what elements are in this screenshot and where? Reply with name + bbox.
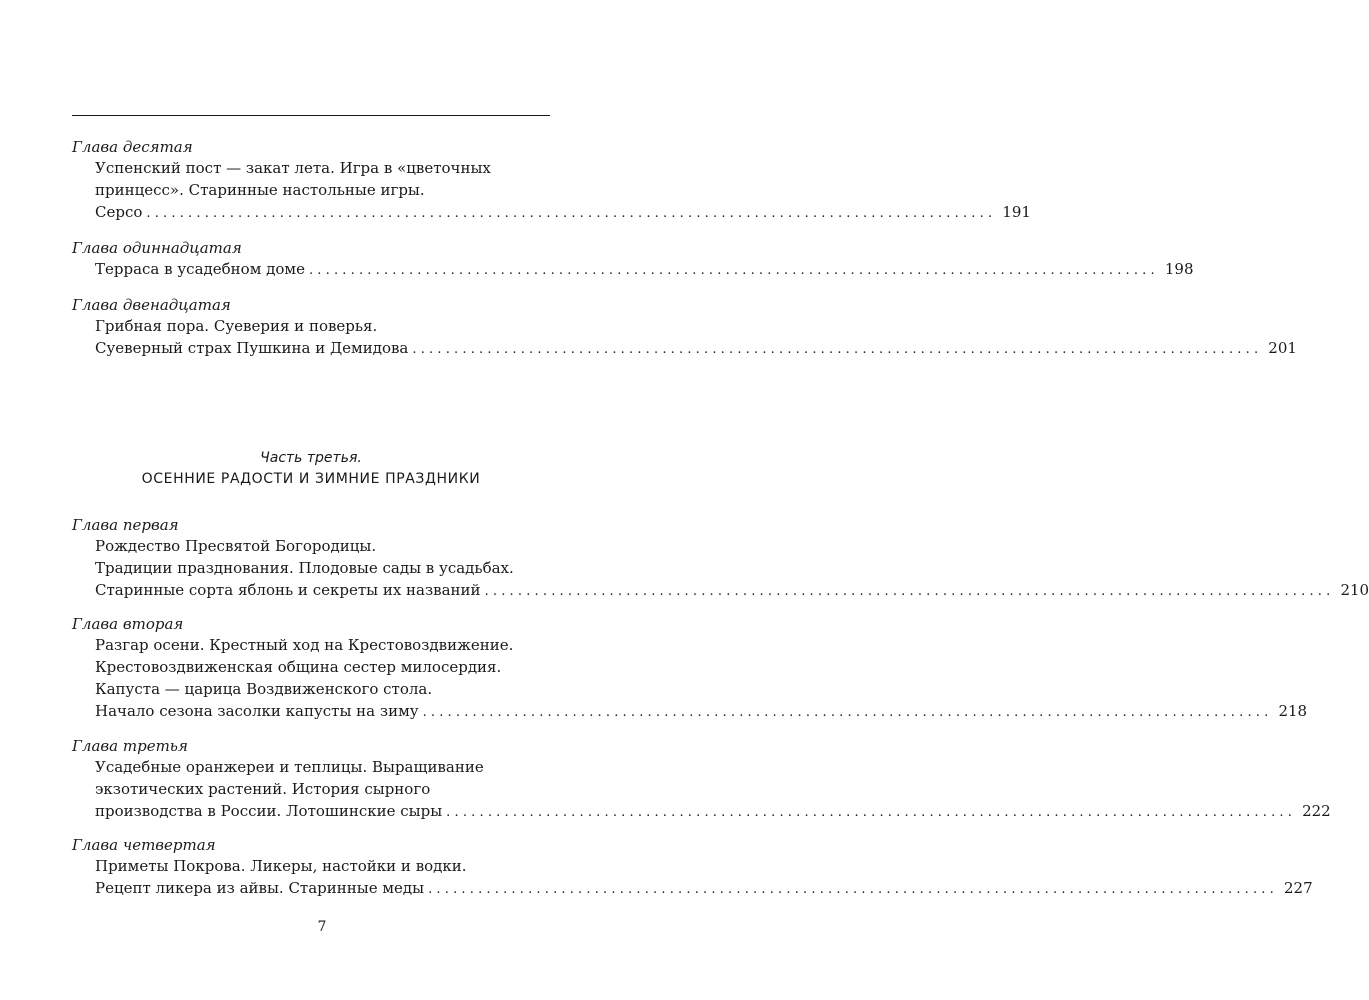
chapter-line: Начало сезона засолки капусты на зиму — [95, 700, 423, 722]
dot-leader: ...................................................................................................... — [484, 584, 1335, 599]
dot-leader: ...................................................................................................... — [422, 705, 1273, 720]
dot-leader: ...................................................................................................... — [146, 206, 997, 221]
page-ref: 191 — [996, 201, 1031, 223]
toc-entry[interactable] — [95, 258, 1194, 280]
toc-chapter-4 — [72, 835, 1313, 899]
chapter-line: Грибная пора. Суеверия и поверья. — [95, 317, 378, 335]
chapter-title: Глава первая — [72, 516, 179, 534]
page-ref: 198 — [1159, 258, 1194, 280]
toc-chapter-2 — [72, 614, 1308, 722]
toc-chapter-12 — [72, 295, 1297, 359]
toc-chapter-11 — [72, 238, 1194, 280]
toc-chapter-1 — [72, 515, 1369, 601]
chapter-line: Терраса в усадебном доме — [95, 258, 309, 280]
toc-entry[interactable] — [95, 800, 1331, 822]
chapter-line: Рецепт ликера из айвы. Старинные меды — [95, 877, 428, 899]
toc-entry[interactable] — [95, 700, 1308, 722]
chapter-line: Капуста — царица Воздвиженского стола. — [95, 680, 433, 698]
chapter-line: Успенский пост — закат лета. Игра в «цветочных — [95, 159, 491, 177]
chapter-line: Разгар осени. Крестный ход на Крестовоздвижение. — [95, 636, 514, 654]
chapter-title: Глава вторая — [72, 615, 184, 633]
part-label: Часть третья. — [260, 450, 362, 466]
page-ref: 210 — [1334, 579, 1369, 601]
toc-chapter-3 — [72, 736, 1331, 822]
dot-leader: ...................................................................................................... — [428, 882, 1278, 897]
page-ref: 227 — [1278, 877, 1313, 899]
page-ref: 218 — [1272, 700, 1307, 722]
toc-chapter-10 — [72, 137, 1031, 223]
chapter-line: Усадебные оранжереи и теплицы. Выращивание — [95, 758, 484, 776]
toc-entry[interactable] — [95, 579, 1369, 601]
dot-leader: ...................................................................................................... — [308, 263, 1159, 278]
chapter-line: принцесс». Старинные настольные игры. — [95, 181, 425, 199]
toc-entry[interactable] — [95, 337, 1297, 359]
chapter-line: Приметы Покрова. Ликеры, настойки и водки. — [95, 857, 467, 875]
chapter-line: Крестовоздвиженская община сестер милосердия. — [95, 658, 502, 676]
chapter-title: Глава третья — [72, 737, 188, 755]
page-ref: 201 — [1262, 337, 1297, 359]
part-title: ОСЕННИЕ РАДОСТИ И ЗИМНИЕ ПРАЗДНИКИ — [141, 471, 481, 487]
chapter-line: производства в России. Лотошинские сыры — [95, 800, 446, 822]
chapter-line: Традиции празднования. Плодовые сады в усадьбах. — [95, 559, 514, 577]
chapter-line: Рождество Пресвятой Богородицы. — [95, 537, 377, 555]
dot-leader: ...................................................................................................... — [412, 342, 1263, 357]
page-ref: 222 — [1296, 800, 1331, 822]
chapter-title: Глава одиннадцатая — [72, 239, 242, 257]
chapter-line: Старинные сорта яблонь и секреты их названий — [95, 579, 485, 601]
chapter-title: Глава четвертая — [72, 836, 216, 854]
chapter-line: Суеверный страх Пушкина и Демидова — [95, 337, 412, 359]
chapter-title: Глава десятая — [72, 138, 193, 156]
toc-entry[interactable] — [95, 877, 1313, 899]
chapter-line: экзотических растений. История сырного — [95, 780, 431, 798]
page-number: 7 — [317, 919, 327, 935]
dot-leader: ...................................................................................................... — [446, 805, 1297, 820]
top-rule — [72, 115, 550, 116]
toc-entry[interactable] — [95, 201, 1031, 223]
chapter-line: Серсо — [95, 201, 146, 223]
part-heading — [72, 448, 550, 490]
chapter-title: Глава двенадцатая — [72, 296, 231, 314]
